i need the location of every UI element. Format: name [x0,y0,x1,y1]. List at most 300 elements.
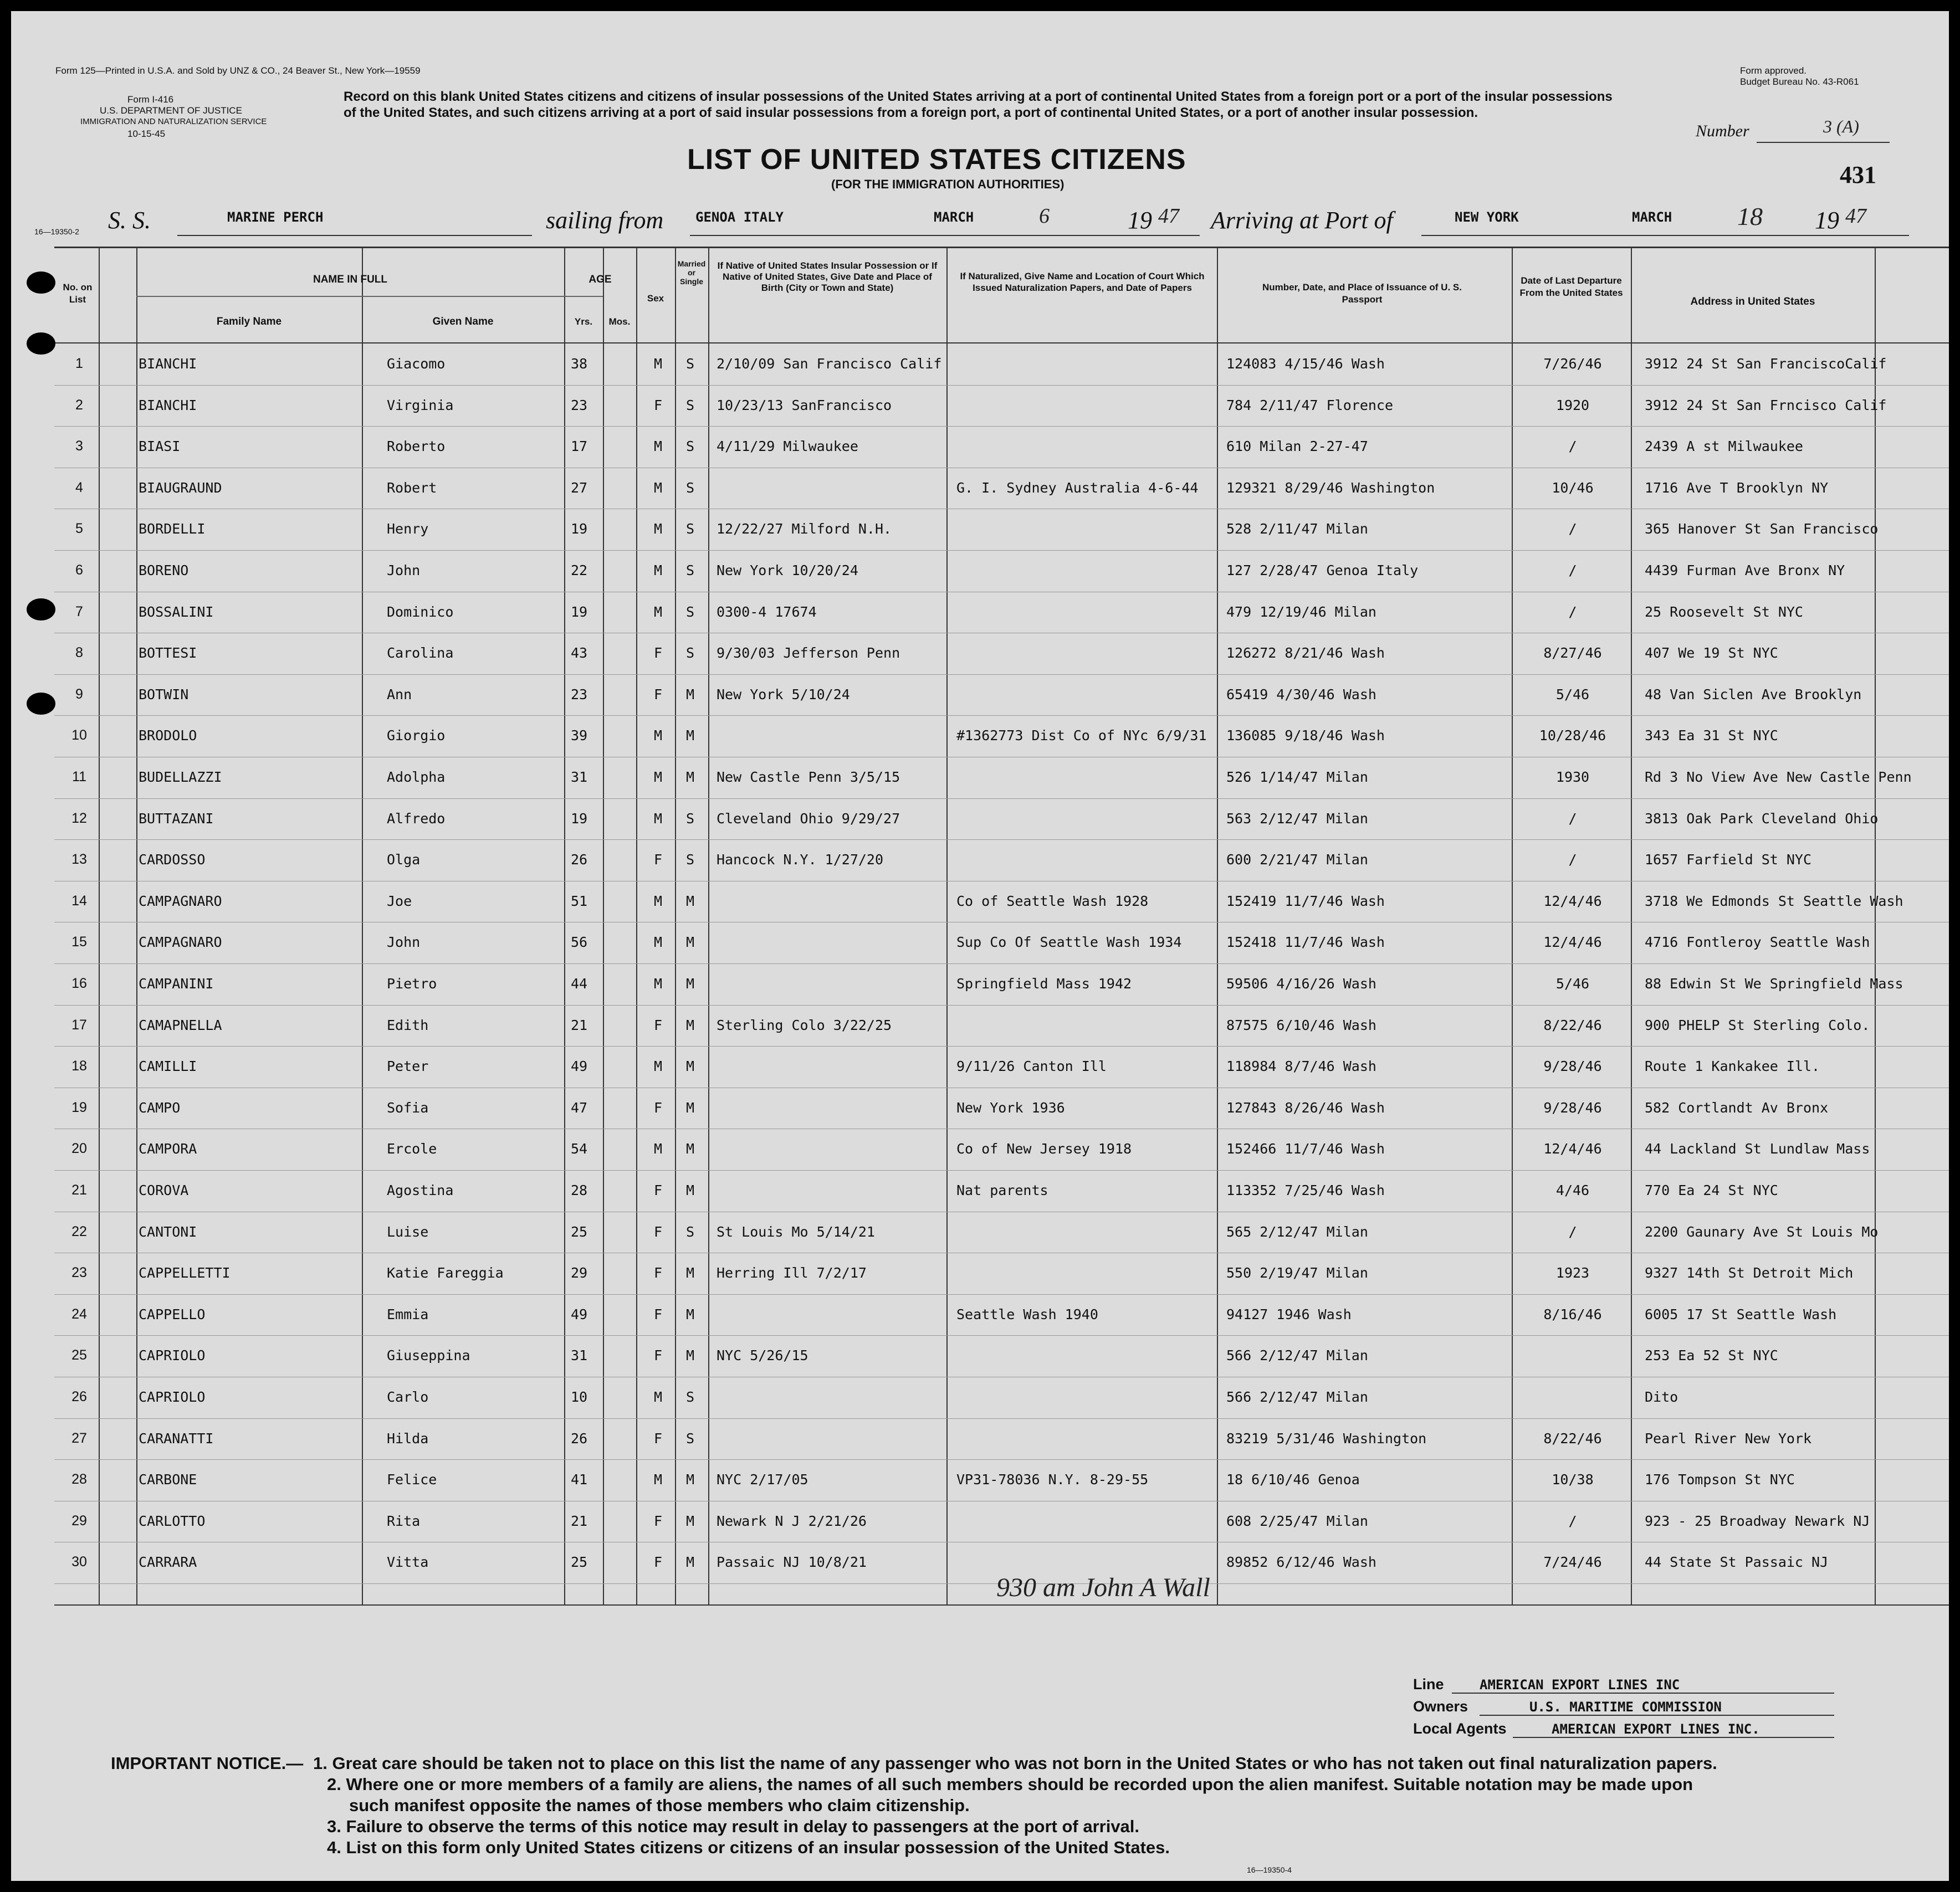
given-name: Henry [387,521,429,537]
passport-info: 18 6/10/46 Genoa [1226,1471,1360,1488]
passport-info: 784 2/11/47 Florence [1226,397,1394,413]
us-address: Dito [1645,1389,1678,1405]
row-number: 28 [71,1471,87,1488]
given-name: Dominico [387,603,454,620]
passport-info: 59506 4/16/26 Wash [1226,976,1376,992]
table-row [54,674,1949,716]
sailing-label: sailing from [546,207,664,234]
last-departure: / [1568,1512,1577,1529]
age-years: 31 [571,769,588,785]
sex: M [654,1389,663,1405]
given-name: Edith [387,1017,429,1033]
departure-day: 6 [1039,204,1050,228]
table-row [54,715,1949,757]
birth-info: 10/23/13 SanFrancisco [717,397,892,413]
family-name: BIAUGRAUND [139,479,222,496]
birth-info: 0300-4 17674 [717,603,817,620]
passport-info: 152466 11/7/46 Wash [1226,1141,1385,1157]
us-address: 48 Van Siclen Ave Brooklyn [1645,686,1862,703]
age-years: 25 [571,1554,588,1571]
last-departure: 8/16/46 [1543,1306,1602,1322]
passport-info: 124083 4/15/46 Wash [1226,356,1385,372]
birth-info: New Castle Penn 3/5/15 [717,769,900,785]
sex: F [654,1099,663,1116]
passport-info: 89852 6/12/46 Wash [1226,1554,1376,1571]
given-name: Olga [387,852,421,868]
naturalization-info: Seattle Wash 1940 [956,1306,1098,1322]
given-name: Pietro [387,976,437,992]
table-row [54,839,1949,881]
last-departure: 10/38 [1552,1471,1594,1488]
marital-status: S [686,603,695,620]
header-naturalized: If Naturalized, Give Name and Location of Court Which Issued Naturalization Papers, and Date of Papers [960,271,1205,293]
given-name: Carolina [387,645,454,662]
family-name: BOSSALINI [139,603,214,620]
header-departure: Date of Last Departure From the United States [1519,275,1623,298]
given-name: Felice [387,1471,437,1488]
birth-info: NYC 2/17/05 [717,1471,808,1488]
table-row [54,1335,1949,1377]
last-departure: 9/28/46 [1543,1058,1602,1075]
ship-line [108,202,1866,239]
sex: F [654,1223,663,1240]
table-row [54,922,1949,963]
budget-bureau: Budget Bureau No. 43-R061 [1740,76,1859,87]
us-address: 770 Ea 24 St NYC [1645,1182,1778,1198]
owners-value: U.S. MARITIME COMMISSION [1529,1699,1722,1715]
manifest-sheet [11,11,1949,1881]
line-label: Line [1413,1676,1444,1693]
us-address: 365 Hanover St San Francisco [1645,521,1879,537]
last-departure: 1930 [1555,769,1590,785]
family-name: CAMPANINI [139,976,214,992]
last-departure: 7/24/46 [1543,1554,1602,1571]
age-years: 31 [571,1347,588,1364]
row-number: 9 [75,686,83,702]
passport-info: 479 12/19/46 Milan [1226,603,1376,620]
family-name: BRODOLO [139,727,197,744]
table-row [54,1088,1949,1129]
marital-status: S [686,1223,695,1240]
age-years: 38 [571,356,588,372]
row-number: 27 [71,1430,87,1446]
sex: F [654,1182,663,1198]
us-address: 3912 24 St San Frncisco Calif [1645,397,1887,413]
row-number: 16 [71,976,87,991]
row-number: 30 [71,1554,87,1570]
last-departure: 5/46 [1555,976,1590,992]
naturalization-info: VP31-78036 N.Y. 8-29-55 [956,1471,1149,1488]
passport-info: 565 2/12/47 Milan [1226,1223,1368,1240]
given-name: Carlo [387,1389,429,1405]
given-name: Giacomo [387,356,446,372]
notice-4: 4. List on this form only United States citizens or citizens of an insular possession of the United States. [327,1838,1170,1857]
table-row [54,385,1949,427]
birth-info: New York 10/20/24 [717,562,858,578]
footer-code: 16—19350-4 [1247,1865,1292,1874]
marital-status: M [686,1099,695,1116]
passport-info: 65419 4/30/46 Wash [1226,686,1376,703]
row-number: 5 [75,521,83,537]
naturalization-info: New York 1936 [956,1099,1065,1116]
marital-status: M [686,1471,695,1488]
given-name: Robert [387,479,437,496]
marital-status: S [686,397,695,413]
header-mos: Mos. [608,316,631,327]
given-name: Luise [387,1223,429,1240]
marital-status: M [686,1512,695,1529]
us-address: 3718 We Edmonds St Seattle Wash [1645,893,1903,909]
us-address: 923 - 25 Broadway Newark NJ [1645,1512,1870,1529]
row-number: 1 [75,356,83,371]
department: U.S. DEPARTMENT OF JUSTICE [100,105,242,116]
header-given-name: Given Name [432,316,494,327]
birth-info: 12/22/27 Milford N.H. [717,521,892,537]
sex: M [654,438,663,455]
given-name: Alfredo [387,810,446,827]
given-name: Peter [387,1058,429,1075]
notice-2-cont: such manifest opposite the names of those members who claim citizenship. [349,1796,970,1815]
ss-label: S. S. [108,207,151,234]
us-address: 4716 Fontleroy Seattle Wash [1645,934,1870,951]
owners-label: Owners [1413,1698,1468,1715]
marital-status: M [686,976,695,992]
number-value: 3 (A) [1823,116,1859,136]
row-number: 18 [71,1058,87,1074]
family-name: CAMPAGNARO [139,934,222,951]
family-name: BORDELLI [139,521,206,537]
family-name: CAMAPNELLA [139,1017,222,1033]
last-departure: 10/46 [1552,479,1594,496]
last-departure: 12/4/46 [1543,893,1602,909]
notice-3: 3. Failure to observe the terms of this notice may result in delay to passengers at the port of arrival. [327,1817,1140,1836]
marital-status: M [686,1017,695,1033]
us-address: 44 Lackland St Lundlaw Mass [1645,1141,1870,1157]
table-row [54,1459,1949,1501]
us-address: 3813 Oak Park Cleveland Ohio [1645,810,1879,827]
table-row [54,1005,1949,1047]
given-name: Katie Fareggia [387,1265,504,1281]
header-married-single: Married or Single [677,259,706,286]
departure-year-prefix: 19 [1128,207,1152,234]
age-years: 26 [571,852,588,868]
us-address: Pearl River New York [1645,1430,1812,1447]
form-number: Form I-416 [127,94,174,105]
row-number: 25 [71,1347,87,1363]
family-name: BUDELLAZZI [139,769,222,785]
family-name: CAMILLI [139,1058,197,1075]
last-departure: 4/46 [1555,1182,1590,1198]
marital-status: M [686,727,695,744]
marital-status: M [686,1306,695,1322]
line-value: AMERICAN EXPORT LINES INC [1480,1677,1680,1693]
row-number: 7 [75,603,83,619]
row-number: 23 [71,1265,87,1281]
us-address: 176 Tompson St NYC [1645,1471,1795,1488]
row-number: 14 [71,893,87,909]
binder-hole [27,271,55,294]
departure-year: 47 [1158,204,1179,228]
family-name: CARBONE [139,1471,197,1488]
record-instructions: Record on this blank United States citizens and citizens of insular possessions of the United States arriving at a port of continental United States from a foreign port or a port of the insular possessions of the United States, and such citizens arriving at a port of said insular possessions from a foreign port, a port of continental United States, or a port of another insular possession. [344,89,1613,120]
sex: M [654,562,663,578]
age-years: 22 [571,562,588,578]
last-departure: / [1568,1223,1577,1240]
age-years: 23 [571,397,588,413]
family-name: CARDOSSO [139,852,206,868]
footer [11,1604,1949,1881]
header-yrs: Yrs. [574,316,593,327]
passport-info: 526 1/14/47 Milan [1226,769,1368,785]
given-name: Roberto [387,438,446,455]
age-years: 44 [571,976,588,992]
row-number: 26 [71,1389,87,1404]
birth-info: Hancock N.Y. 1/27/20 [717,852,884,868]
marital-status: S [686,562,695,578]
us-address: 9327 14th St Detroit Mich [1645,1265,1854,1281]
last-departure: 8/22/46 [1543,1017,1602,1033]
sex: F [654,397,663,413]
us-address: 2439 A st Milwaukee [1645,438,1803,455]
age-years: 19 [571,603,588,620]
notice-2: 2. Where one or more members of a family are aliens, the names of all such members should be recorded upon the alien manifest. Suitable notation may be made upon [327,1775,1693,1794]
sex: F [654,1306,663,1322]
us-address: 44 State St Passaic NJ [1645,1554,1829,1571]
row-number: 21 [71,1182,87,1198]
table-row [54,343,1949,385]
age-years: 10 [571,1389,588,1405]
sex: M [654,934,663,951]
family-name: BIASI [139,438,181,455]
given-name: Hilda [387,1430,429,1447]
last-departure: 7/26/46 [1543,356,1602,372]
table-row [54,468,1949,509]
passport-info: 528 2/11/47 Milan [1226,521,1368,537]
sex: F [654,1512,663,1529]
table-row [54,1170,1949,1212]
birth-info: Sterling Colo 3/22/25 [717,1017,892,1033]
departure-month: MARCH [934,209,974,225]
number-label: Number [1696,122,1749,140]
given-name: John [387,934,421,951]
passport-info: 118984 8/7/46 Wash [1226,1058,1376,1075]
passport-info: 610 Milan 2-27-47 [1226,438,1368,455]
marital-status: M [686,1141,695,1157]
naturalization-info: 9/11/26 Canton Ill [956,1058,1107,1075]
ship-name: MARINE PERCH [227,209,324,225]
row-number: 29 [71,1512,87,1529]
table-row [54,550,1949,592]
passport-info: 608 2/25/47 Milan [1226,1512,1368,1529]
naturalization-info: #1362773 Dist Co of NYc 6/9/31 [956,727,1207,744]
header-no: No. on List [63,282,93,305]
marital-status: M [686,1182,695,1198]
sex: M [654,769,663,785]
age-years: 51 [571,893,588,909]
passport-info: 566 2/12/47 Milan [1226,1389,1368,1405]
last-departure: 8/22/46 [1543,1430,1602,1447]
age-years: 29 [571,1265,588,1281]
last-departure: 12/4/46 [1543,1141,1602,1157]
binder-hole [27,332,55,355]
given-name: Agostina [387,1182,454,1198]
marital-status: S [686,521,695,537]
passport-info: 600 2/21/47 Milan [1226,852,1368,868]
last-departure: 9/28/46 [1543,1099,1602,1116]
agents-label: Local Agents [1413,1720,1507,1737]
marital-status: S [686,1430,695,1447]
marital-status: M [686,1347,695,1364]
family-name: CAPRIOLO [139,1389,206,1405]
arrival-month: MARCH [1632,209,1672,225]
family-name: COROVA [139,1182,189,1198]
row-number: 3 [75,438,83,454]
row-number: 17 [71,1017,87,1033]
last-departure: / [1568,603,1577,620]
age-years: 28 [571,1182,588,1198]
sex: M [654,603,663,620]
table-row [54,1212,1949,1253]
marital-status: M [686,686,695,703]
sailing-from: GENOA ITALY [695,209,784,225]
passport-info: 94127 1946 Wash [1226,1306,1352,1322]
marital-status: S [686,645,695,662]
given-name: Emmia [387,1306,429,1322]
age-years: 19 [571,521,588,537]
sex: M [654,1058,663,1075]
marital-status: M [686,1554,695,1571]
us-address: Route 1 Kankakee Ill. [1645,1058,1820,1075]
us-address: 1716 Ave T Brooklyn NY [1645,479,1829,496]
passport-info: 152419 11/7/46 Wash [1226,893,1385,909]
table-row [54,1129,1949,1170]
last-departure: / [1568,438,1577,455]
passport-info: 129321 8/29/46 Washington [1226,479,1435,496]
birth-info: St Louis Mo 5/14/21 [717,1223,875,1240]
family-name: CAPPELLETTI [139,1265,231,1281]
notice-heading: IMPORTANT NOTICE.— [111,1753,304,1773]
given-name: Ann [387,686,412,703]
row-number: 11 [72,769,86,785]
number-underline [1757,142,1890,143]
marital-status: M [686,934,695,951]
family-name: BUTTAZANI [139,810,214,827]
last-departure: 5/46 [1555,686,1590,703]
passport-info: 563 2/12/47 Milan [1226,810,1368,827]
us-address: 25 Roosevelt St NYC [1645,603,1803,620]
side-code: 16—19350-2 [34,227,79,236]
age-years: 56 [571,934,588,951]
binder-hole [27,598,55,621]
marital-status: S [686,438,695,455]
form-date: 10-15-45 [127,129,166,139]
header-family-name: Family Name [216,316,282,327]
form-approved: Form approved. [1740,65,1807,76]
sex: F [654,686,663,703]
sex: M [654,356,663,372]
age-years: 25 [571,1223,588,1240]
page-subtitle: (FOR THE IMMIGRATION AUTHORITIES) [831,177,1065,191]
naturalization-info: Springfield Mass 1942 [956,976,1132,992]
passport-info: 152418 11/7/46 Wash [1226,934,1385,951]
marital-status: M [686,893,695,909]
row-number: 6 [75,562,83,578]
passport-info: 127843 8/26/46 Wash [1226,1099,1385,1116]
us-address: 88 Edwin St We Springfield Mass [1645,976,1903,992]
page-title: LIST OF UNITED STATES CITIZENS [687,143,1186,176]
marital-status: S [686,1389,695,1405]
passport-info: 136085 9/18/46 Wash [1226,727,1385,744]
us-address: 2200 Gaunary Ave St Louis Mo [1645,1223,1879,1240]
service: IMMIGRATION AND NATURALIZATION SERVICE [80,117,267,126]
row-number: 10 [71,727,87,744]
sex: M [654,1141,663,1157]
last-departure: 1923 [1555,1265,1590,1281]
binder-hole [27,693,55,715]
birth-info: Cleveland Ohio 9/29/27 [717,810,900,827]
us-address: 343 Ea 31 St NYC [1645,727,1778,744]
arriving-label: Arriving at Port of [1211,207,1393,234]
arrival-year: 47 [1845,204,1866,228]
given-name: Virginia [387,397,454,413]
row-number: 15 [71,934,87,950]
naturalization-info: G. I. Sydney Australia 4-6-44 [956,479,1199,496]
given-name: Rita [387,1512,421,1529]
sex: F [654,1347,663,1364]
age-years: 19 [571,810,588,827]
passport-info: 126272 8/21/46 Wash [1226,645,1385,662]
family-name: CARRARA [139,1554,197,1571]
marital-status: S [686,356,695,372]
age-years: 41 [571,1471,588,1488]
header-name-in-full: NAME IN FULL [313,274,388,285]
marital-status: M [686,1058,695,1075]
header-address: Address in United States [1690,296,1815,307]
birth-info: Herring Ill 7/2/17 [717,1265,867,1281]
passport-info: 566 2/12/47 Milan [1226,1347,1368,1364]
marital-status: S [686,852,695,868]
age-years: 27 [571,479,588,496]
passport-info: 87575 6/10/46 Wash [1226,1017,1376,1033]
family-name: CARANATTI [139,1430,214,1447]
sex: M [654,521,663,537]
birth-info: Passaic NJ 10/8/21 [717,1554,867,1571]
header-native: If Native of United States Insular Possession or If Native of United States, Give Date and Place of Birth (City or Town and State) [717,260,938,293]
table-row [54,1501,1949,1542]
us-address: 1657 Farfield St NYC [1645,852,1812,868]
age-years: 49 [571,1306,588,1322]
family-name: CAPRIOLO [139,1347,206,1364]
us-address: 4439 Furman Ave Bronx NY [1645,562,1845,578]
sex: F [654,1554,663,1571]
page-number: 431 [1840,161,1876,188]
last-departure: / [1568,852,1577,868]
family-name: CAMPO [139,1099,181,1116]
table-row [54,963,1949,1005]
marital-status: M [686,769,695,785]
table-row [54,633,1949,674]
family-name: BIANCHI [139,397,197,413]
last-departure: 1920 [1555,397,1590,413]
table-row [54,757,1949,798]
sex: M [654,479,663,496]
birth-info: Newark N J 2/21/26 [717,1512,867,1529]
sex: F [654,645,663,662]
table-row [54,1377,1949,1418]
last-departure: / [1568,521,1577,537]
sex: F [654,1430,663,1447]
header-passport: Number, Date, and Place of Issuance of U. S. Passport [1262,282,1462,305]
